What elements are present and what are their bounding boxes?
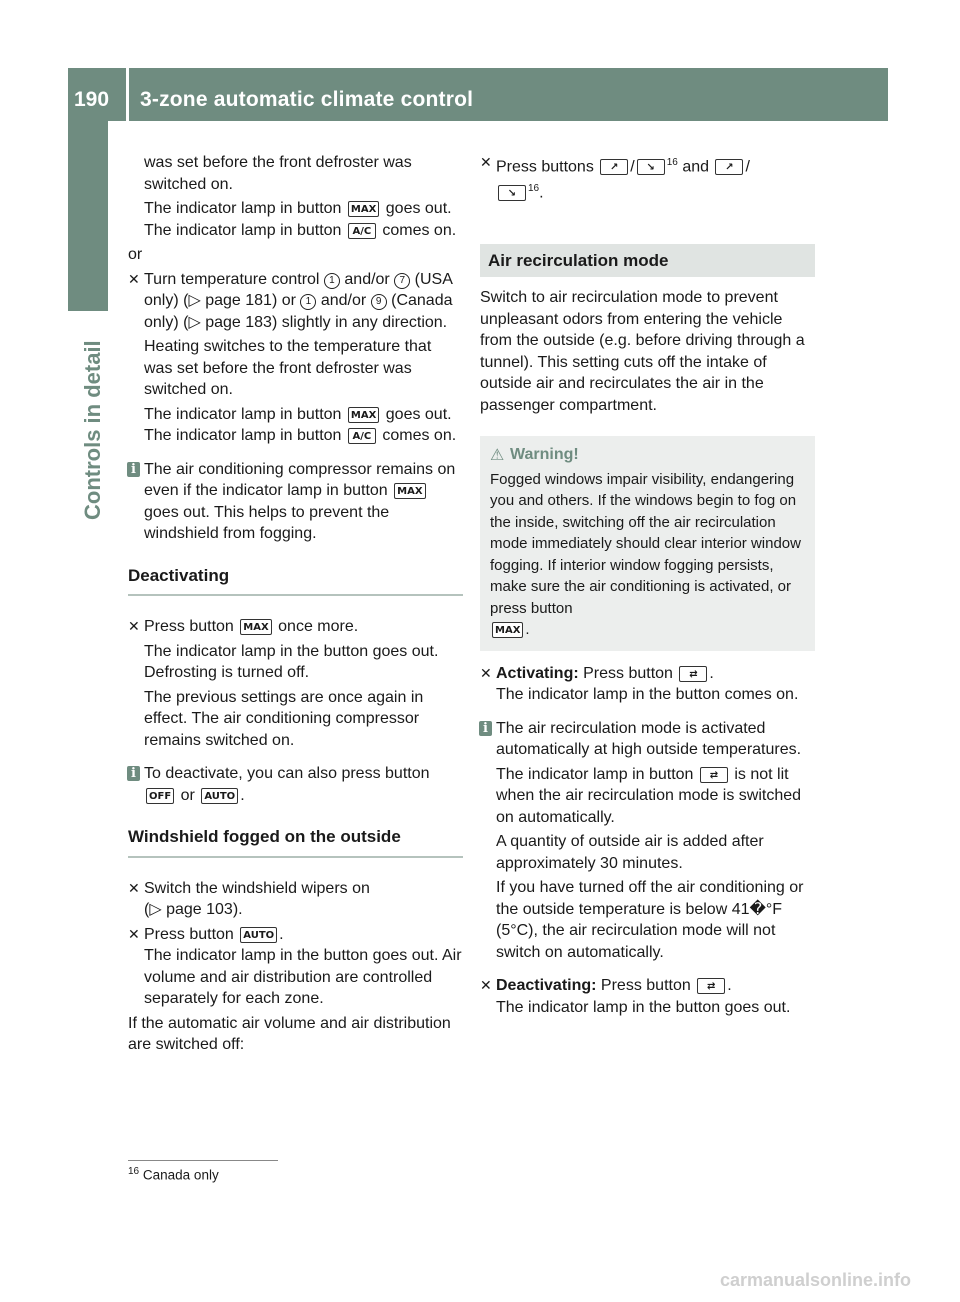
auto-key-icon: AUTO <box>201 788 238 804</box>
recirculation-key-icon: ⇄ <box>700 767 728 783</box>
paragraph: The indicator lamp in button A/C comes on. <box>144 427 457 444</box>
control-number-icon: 1 <box>300 294 316 310</box>
paragraph: The indicator lamp in the button goes out. Defrosting is turned off. <box>144 642 439 681</box>
paragraph: was set before the front defroster was switched on. <box>144 154 412 193</box>
section-heading-air-recirculation: Air recirculation mode <box>480 244 815 278</box>
warning-box <box>480 436 815 651</box>
info-note: i The air conditioning compressor remains on even if the indicator lamp in button MAX goes out. This helps to prevent the windshield from fogging. <box>128 459 463 545</box>
auto-key-icon: AUTO <box>240 927 277 943</box>
left-column <box>128 152 463 1056</box>
recirculation-key-icon: ⇄ <box>679 666 707 682</box>
step-arrow-icon: ✕ <box>128 618 140 634</box>
side-tab-block <box>68 121 108 311</box>
max-defrost-key-icon: MAX <box>492 622 523 638</box>
paragraph: Heating switches to the temperature that was set before the front defroster was switched on. <box>144 338 432 398</box>
max-defrost-key-icon: MAX <box>348 201 379 217</box>
section-heading-windshield-fogged: Windshield fogged on the outside <box>128 826 463 858</box>
control-number-icon: 7 <box>394 273 410 289</box>
info-note: i The air recirculation mode is activated automatically at high outside temperatures. The indicator lamp in button ⇄ is not lit when the air recirculation mode is switched on automatically. A quantity of outside air is added after approximately 30 minutes. If you have turned off the air conditioning or the outside temperature is below 41�°F (5°C), the air recirculation mode will not switch on automatically. <box>480 718 815 964</box>
instruction-step: ✕ Press button MAX once more. <box>128 616 463 638</box>
instruction-step: ✕ Deactivating: Press button ⇄ . The indicator lamp in the button goes out. <box>480 977 791 1016</box>
info-icon: i <box>479 721 492 736</box>
paragraph: The indicator lamp in button MAX goes out. <box>144 405 452 423</box>
vent-lower-rear-key-icon: ↘ <box>498 185 526 201</box>
section-heading-deactivating: Deactivating <box>128 565 463 597</box>
paragraph: The previous settings are once again in effect. The air conditioning compressor remains switched on. <box>144 688 424 749</box>
instruction-step: ✕ Press button AUTO . <box>128 924 463 946</box>
step-arrow-icon: ✕ <box>128 925 140 942</box>
info-icon: i <box>127 462 140 477</box>
watermark: carmanualsonline.info <box>720 1270 912 1290</box>
footnote: $^{16}$ Canada only <box>128 1166 219 1183</box>
right-column <box>480 152 815 1018</box>
footnote-rule <box>128 1160 278 1161</box>
step-arrow-icon: ✕ <box>128 879 140 896</box>
instruction-step: ✕ Switch the windshield wipers on (▷ page 103). <box>128 879 370 918</box>
off-key-icon: OFF <box>146 788 174 804</box>
step-arrow-icon: ✕ <box>480 977 492 994</box>
control-number-icon: 9 <box>371 294 387 310</box>
paragraph: The indicator lamp in the button goes out. Air volume and air distribution are controlled separately for each zone. <box>144 947 462 1007</box>
header-separator <box>126 68 129 121</box>
paragraph: The indicator lamp in button A/C comes on. <box>144 221 457 239</box>
vent-upper-rear-key-icon: ↗ <box>715 159 743 175</box>
max-defrost-key-icon: MAX <box>348 407 379 423</box>
page-number: 190 <box>74 88 110 111</box>
warning-icon: ⚠ <box>490 447 505 465</box>
warning-text: Fogged windows impair visibility, endangering you and others. If the windows begin to fog on the inside, switching off the air recirculation mode immediately should clear interior window fogging. If interior window fogging persists, make sure the air conditioning is activated, or press button MAX . <box>490 470 801 639</box>
vent-upper-key-icon: ↗ <box>600 159 628 175</box>
paragraph: If the automatic air volume and air distribution are switched off: <box>128 1014 451 1053</box>
max-defrost-key-icon: MAX <box>394 483 425 499</box>
vent-lower-key-icon: ↘ <box>637 159 665 175</box>
info-icon: i <box>127 766 140 781</box>
warning-title: ⚠ Warning! <box>490 444 805 466</box>
instruction-step: ✕ Turn temperature control 1 and/or 7 (USA only) (▷ page 181) or 1 and/or 9 (Canada only) (▷ page 183) slightly in any direction. <box>128 270 453 331</box>
step-arrow-icon: ✕ <box>128 270 140 287</box>
max-defrost-key-icon: MAX <box>240 619 271 635</box>
or-text: or <box>128 246 143 263</box>
info-note: i To deactivate, you can also press button OFF or AUTO . <box>128 763 463 806</box>
recirculation-key-icon: ⇄ <box>697 978 725 994</box>
side-label-text: Controls in detail <box>80 340 105 520</box>
page-title: 3-zone automatic climate control <box>140 88 474 111</box>
ac-key-icon: A/C <box>348 223 376 239</box>
instruction-step: ✕ Press buttons ↗ / ↘ $^{16}$ and ↗ / ↘ $^{16}$. <box>480 154 750 202</box>
step-arrow-icon: ✕ <box>480 664 492 681</box>
paragraph: Switch to air recirculation mode to prevent unpleasant odors from entering the vehicle from the outside (e.g. before driving through a tunnel). This setting cuts off the intake of outside air and recirculates the air in the passenger compartment. <box>480 289 805 414</box>
paragraph: The indicator lamp in button MAX goes out. <box>144 200 452 217</box>
control-number-icon: 1 <box>324 273 340 289</box>
ac-key-icon: A/C <box>348 428 376 444</box>
step-arrow-icon: ✕ <box>480 154 492 170</box>
instruction-step: ✕ Activating: Press button ⇄ . The indicator lamp in the button comes on. <box>480 664 799 704</box>
